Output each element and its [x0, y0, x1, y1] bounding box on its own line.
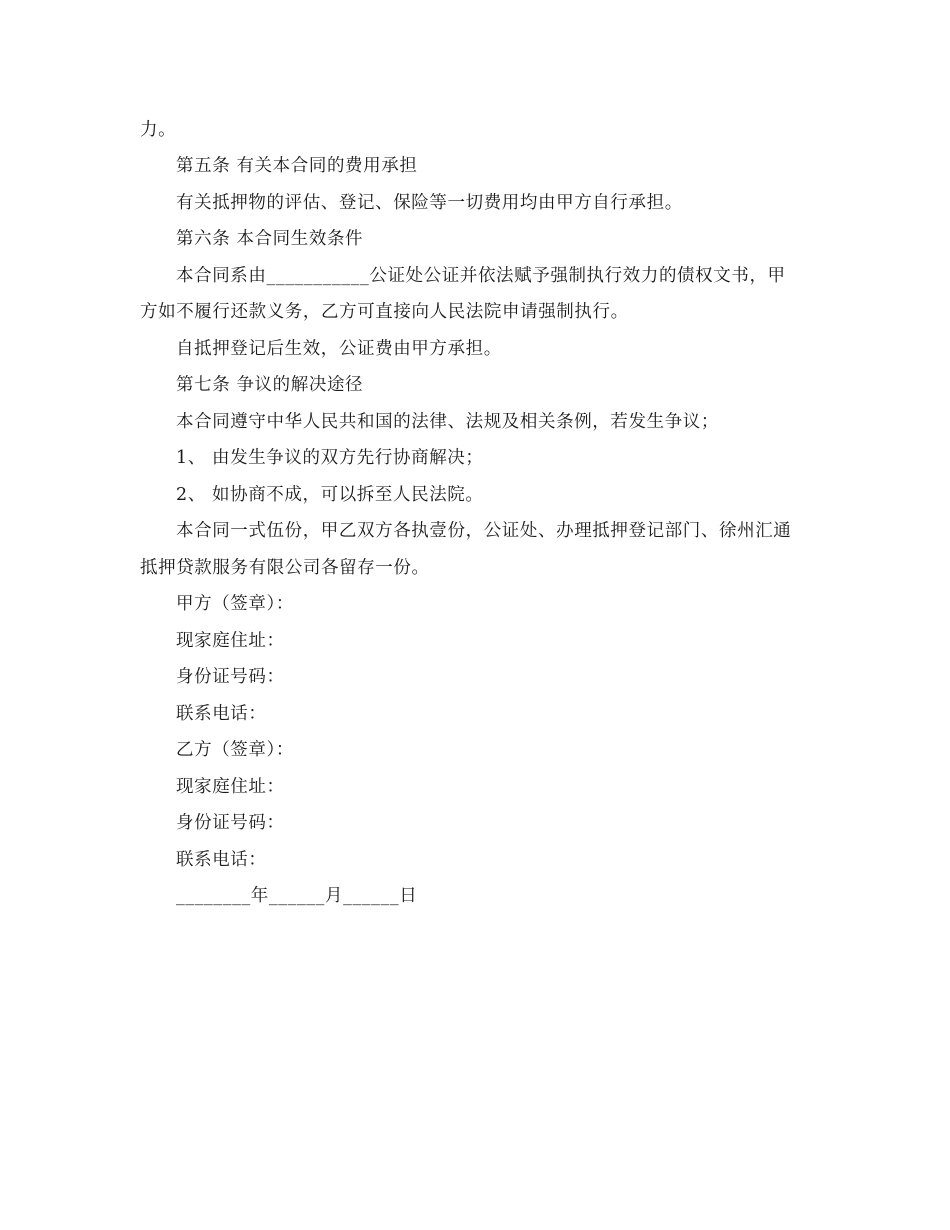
party-b-signature-label: 乙方（签章）： — [176, 740, 294, 760]
article-7-body: 本合同遵守中华人民共和国的法律、法规及相关条例，若发生争议； — [176, 412, 719, 432]
article-6-effective-clause: 自抵押登记后生效，公证费由甲方承担。 — [176, 339, 502, 359]
party-a-address-label: 现家庭住址： — [176, 631, 285, 651]
party-b-id-label: 身份证号码： — [176, 813, 285, 833]
article-6-body-line-2: 方如不履行还款义务，乙方可直接向人民法院申请强制执行。 — [140, 302, 629, 322]
party-b-phone-label: 联系电话： — [176, 850, 267, 870]
dispute-item-1: 1、 由发生争议的双方先行协商解决； — [176, 448, 484, 468]
article-5-heading: 第五条 有关本合同的费用承担 — [176, 156, 418, 176]
dispute-item-2: 2、 如协商不成，可以拆至人民法院。 — [176, 485, 484, 505]
article-7-heading: 第七条 争议的解决途径 — [176, 375, 364, 395]
party-a-signature-label: 甲方（签章）： — [176, 594, 294, 614]
copies-clause-line-2: 抵押贷款服务有限公司各留存一份。 — [140, 558, 430, 578]
article-5-body: 有关抵押物的评估、登记、保险等一切费用均由甲方自行承担。 — [176, 193, 683, 213]
article-6-heading: 第六条 本合同生效条件 — [176, 229, 364, 249]
date-line: ________年______月______日 — [176, 886, 418, 906]
party-a-id-label: 身份证号码： — [176, 667, 285, 687]
party-b-address-label: 现家庭住址： — [176, 777, 285, 797]
article-6-body-line-1: 本合同系由___________公证处公证并依法赋予强制执行效力的债权文书，甲 — [176, 266, 786, 286]
copies-clause-line-1: 本合同一式伍份，甲乙双方各执壹份，公证处、办理抵押登记部门、徐州汇通 — [176, 521, 792, 541]
paragraph-continuation: 力。 — [140, 120, 177, 140]
party-a-phone-label: 联系电话： — [176, 704, 267, 724]
